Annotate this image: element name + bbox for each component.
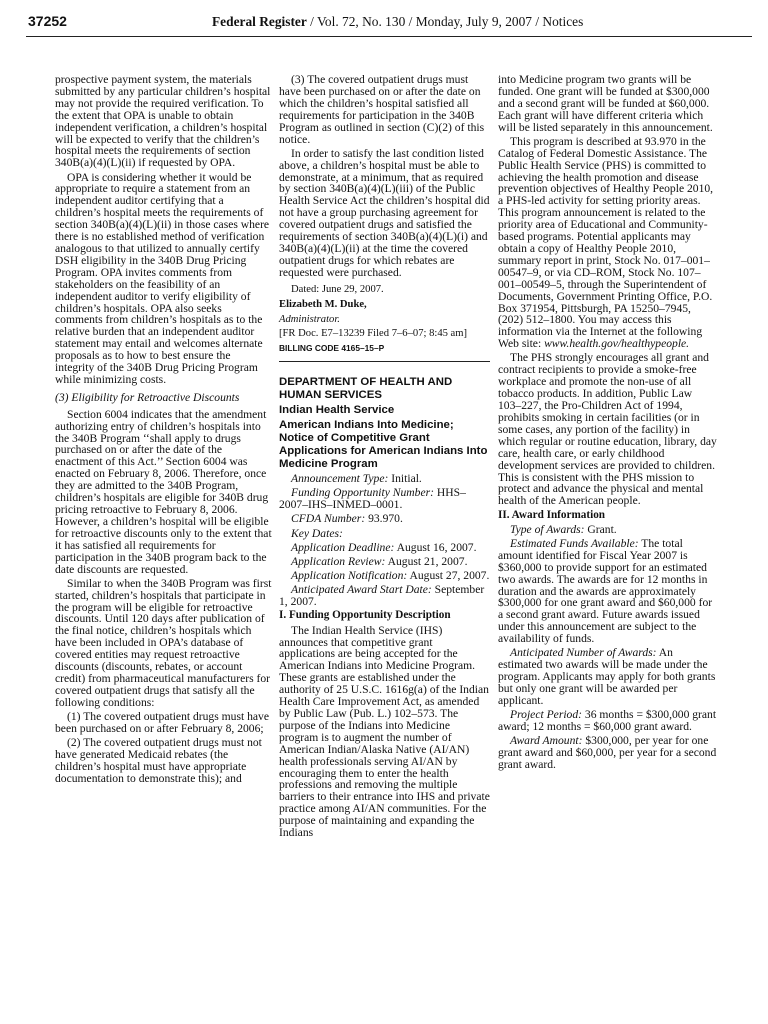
award-field bbox=[498, 647, 718, 707]
award-field bbox=[498, 735, 718, 771]
paragraph-text: This program is described at 93.970 in the Catalog of Federal Domestic Assistance. The Public Health Service (PHS) is committed to achieving the health promotion and disease prevention objectives of Healthy People 2010, a PHS-led activity for setting priority areas. This program announcement is related to the priority area of Educational and Community-based programs. Potential applicants may obtain a copy of Healthy People 2010, summary report in print, Stock No. 017–001–00547–9, or via CD–ROM, Stock No. 107–001–00549–5, through the Superintendent of Documents, Government Printing Office, P.O. Box 371954, Pittsburgh, PA 15250–7945, (202) 512–1800. You may access this information via the Internet at the following Web site: bbox=[498, 134, 714, 351]
paragraph: Similar to when the 340B Program was first started, children’s hospitals that participate in the program will be eligible for retroactive discounts. Until 120 days after publication of the final notice, children’s hospitals which have been included in OPA’s database of covered entities may request retroactive discounts (discounts, rebates, or account credit) from pharmaceutical manufacturers for covered outpatient drugs that satisfy all the following conditions: bbox=[55, 576, 272, 709]
journal-name: Federal Register bbox=[212, 14, 307, 29]
key-field bbox=[279, 584, 490, 608]
field-value: $300,000, per year for one grant award and $60,000, per year for a second grant award. bbox=[498, 734, 717, 772]
column-1 bbox=[55, 74, 272, 787]
paragraph: In order to satisfy the last condition listed above, a children’s hospital must be able to demonstrate, at a minimum, that as required by section 340B(a)(4)(L)(iii) of the Public Health Service Act the children’s hospital did not have a group purchasing agreement for covered outpatient drugs and satisfied the requirements of section 340B(a)(4)(L)(i) and 340B(a)(4)(L)(ii) at the time the covered outpatient drugs for which rebates are requested were purchased. bbox=[279, 146, 490, 279]
field-value: The total amount identified for Fiscal Year 2007 is $360,000 to provide support for an estimated two awards. The awards are for 12 months in duration and the awards are approximately $300,000 for one grant award and $60,000 for a second grant award. Future awards issued under this announcement are subject to the availability of funds. bbox=[498, 536, 713, 646]
signer-name: Elizabeth M. Duke, bbox=[279, 298, 367, 310]
field-value: August 16, 2007. bbox=[394, 540, 477, 554]
key-dates-label: Key Dates: bbox=[291, 526, 343, 540]
field-label: Application Notification: bbox=[291, 569, 408, 583]
field-label: Project Period: bbox=[510, 708, 583, 722]
field-value: An estimated two awards will be made under the program. Applicants may apply for both grants but only one grant will be awarded per applicant. bbox=[498, 646, 716, 707]
signer-title: Administrator. bbox=[279, 313, 340, 325]
field-label: Anticipated Award Start Date: bbox=[291, 583, 432, 597]
award-field bbox=[498, 524, 718, 536]
field-label: Announcement Type: bbox=[291, 472, 389, 486]
paragraph: prospective payment system, the materials submitted by any particular children’s hospital may not provide the required verification. To the extent that OPA is unable to obtain independent verification, a children’s hospital will be expected to verify that the children’s hospital meets the requirements of section 340B(a)(4)(L)(ii) if requested by OPA. bbox=[55, 73, 271, 170]
paragraph bbox=[498, 136, 718, 350]
paragraph: Section 6004 indicates that the amendment authorizing entry of children’s hospitals into the 340B Program ‘‘shall apply to drugs purchased on or after the date of the enactment of this Act.’’ Section 6004 was enacted on February 8, 2006. Therefore, once they are admitted to the 340B Program, children’s hospitals are eligible for 340B drug pricing retroactive to February 8, 2006. However, a children’s hospital will be eligible for retroactive discounts only to the extent that it has satisfied all requirements for participation in the 340B program back to the date discounts are requested. bbox=[55, 407, 272, 576]
field-label: Application Review: bbox=[291, 554, 386, 568]
key-field bbox=[279, 570, 490, 582]
section-heading: I. Funding Opportunity Description bbox=[279, 609, 451, 622]
web-address: www.health.gov/healthypeople. bbox=[544, 337, 690, 351]
field-label: Estimated Funds Available: bbox=[510, 536, 639, 550]
field-value: Grant. bbox=[584, 522, 617, 536]
key-field bbox=[279, 513, 490, 525]
subsection-heading: (3) Eligibility for Retroactive Discounts bbox=[55, 390, 240, 404]
billing-code: BILLING CODE 4165–15–P bbox=[279, 343, 385, 354]
field-value: August 21, 2007. bbox=[385, 554, 468, 568]
column-3 bbox=[498, 74, 718, 773]
issue-info: / Vol. 72, No. 130 / Monday, July 9, 2007 / Notices bbox=[306, 14, 584, 29]
page-number: 37252 bbox=[28, 13, 67, 29]
field-label: Application Deadline: bbox=[291, 540, 395, 554]
field-label: Anticipated Number of Awards: bbox=[510, 646, 657, 660]
award-field bbox=[498, 538, 718, 645]
notice-title: American Indians Into Medicine; Notice of Competitive Grant Applications for American Indians Into Medicine Program bbox=[279, 418, 488, 470]
field-label: CFDA Number: bbox=[291, 512, 366, 526]
field-value: August 27, 2007. bbox=[407, 569, 490, 583]
field-label: Type of Awards: bbox=[510, 522, 585, 536]
field-label: Funding Opportunity Number: bbox=[291, 486, 434, 500]
page-header bbox=[26, 12, 752, 37]
key-field bbox=[279, 556, 490, 568]
section-heading: II. Award Information bbox=[498, 508, 606, 521]
dated-line: Dated: June 29, 2007. bbox=[291, 283, 384, 295]
agency-heading: DEPARTMENT OF HEALTH AND HUMAN SERVICES bbox=[279, 376, 453, 402]
running-head bbox=[212, 14, 583, 30]
paragraph: (2) The covered outpatient drugs must not have generated Medicaid rebates (the children’s hospital must have appropriate documentation to demonstrate this); and bbox=[55, 736, 262, 785]
field-value: 36 months = $300,000 grant award; 12 months = $60,000 grant award. bbox=[498, 708, 717, 734]
field-value: September 1, 2007. bbox=[279, 583, 485, 609]
paragraph: OPA is considering whether it would be appropriate to require a statement from an independent auditor certifying that a children’s hospital meets the requirements of section 340B(a)(4)(L)(ii) in those cases where there is no established method of verification analogous to that utilized to annually certify DSH eligibility in the 340B Drug Pricing Program. OPA invites comments from stakeholders on the feasibility of an independent auditor to verify eligibility of children’s hospitals. OPA also seeks comments from children’s hospitals as to the relative burden that an independent auditor statement may entail and welcomes alternate proposals as to how to best ensure the integrity of the 340B Drug Pricing Program while minimizing costs. bbox=[55, 170, 270, 386]
key-field bbox=[279, 487, 490, 511]
field-value: 93.970. bbox=[365, 512, 403, 526]
paragraph: The PHS strongly encourages all grant and contract recipients to provide a smoke-free workplace and promote the non-use of all tobacco products. In addition, Public Law 103–227, the Pro-Children Act of 1994, prohibits smoking in certain facilities (or in some cases, any portion of the facility) in which regular or routine education, library, day care, health care, or early childhood development services are provided to children. This is consistent with the PHS mission to protect and advance the physical and mental health of the American people. bbox=[498, 351, 717, 508]
paragraph: (1) The covered outpatient drugs must have been purchased on or after February 8, 2006; bbox=[55, 710, 269, 735]
paragraph: (3) The covered outpatient drugs must have been purchased on or after the date on which the children’s hospital satisfied all requirements for participation in the 340B Program as outlined in section (C)(2) of this notice. bbox=[279, 73, 485, 146]
fr-doc-line: [FR Doc. E7–13239 Filed 7–6–07; 8:45 am] bbox=[279, 328, 468, 340]
paragraph: The Indian Health Service (IHS) announces that competitive grant applications are being accepted for the American Indians into Medicine Program. These grants are established under the authority of 25 U.S.C. 1616g(a) of the Indian Health Care Improvement Act, as amended by Public Law (Pub. L.) 102–573. The purpose of the Indians into Medicine program is to augment the number of American Indian/Alaska Native (AI/AN) health professionals serving AI/AN by encouraging them to enter the health professions and removing the multiple barriers to their entrance into IHS and private practice among AI/AN communities. For the purpose of maintaining and expanding the Indians bbox=[279, 623, 490, 840]
award-field bbox=[498, 709, 718, 733]
section-divider bbox=[279, 361, 490, 362]
field-value: Initial. bbox=[388, 472, 422, 486]
field-value: HHS–2007–IHS–INMED–0001. bbox=[279, 486, 466, 512]
subagency-heading: Indian Health Service bbox=[279, 403, 395, 416]
paragraph: into Medicine program two grants will be funded. One grant will be funded at $300,000 and a second grant will be funded at $60,000. Each grant will have different criteria which will be listed separately in this announcement. bbox=[498, 73, 713, 134]
key-field bbox=[279, 473, 490, 485]
column-2 bbox=[279, 74, 490, 841]
field-label: Award Amount: bbox=[510, 734, 583, 748]
key-field bbox=[279, 542, 490, 554]
